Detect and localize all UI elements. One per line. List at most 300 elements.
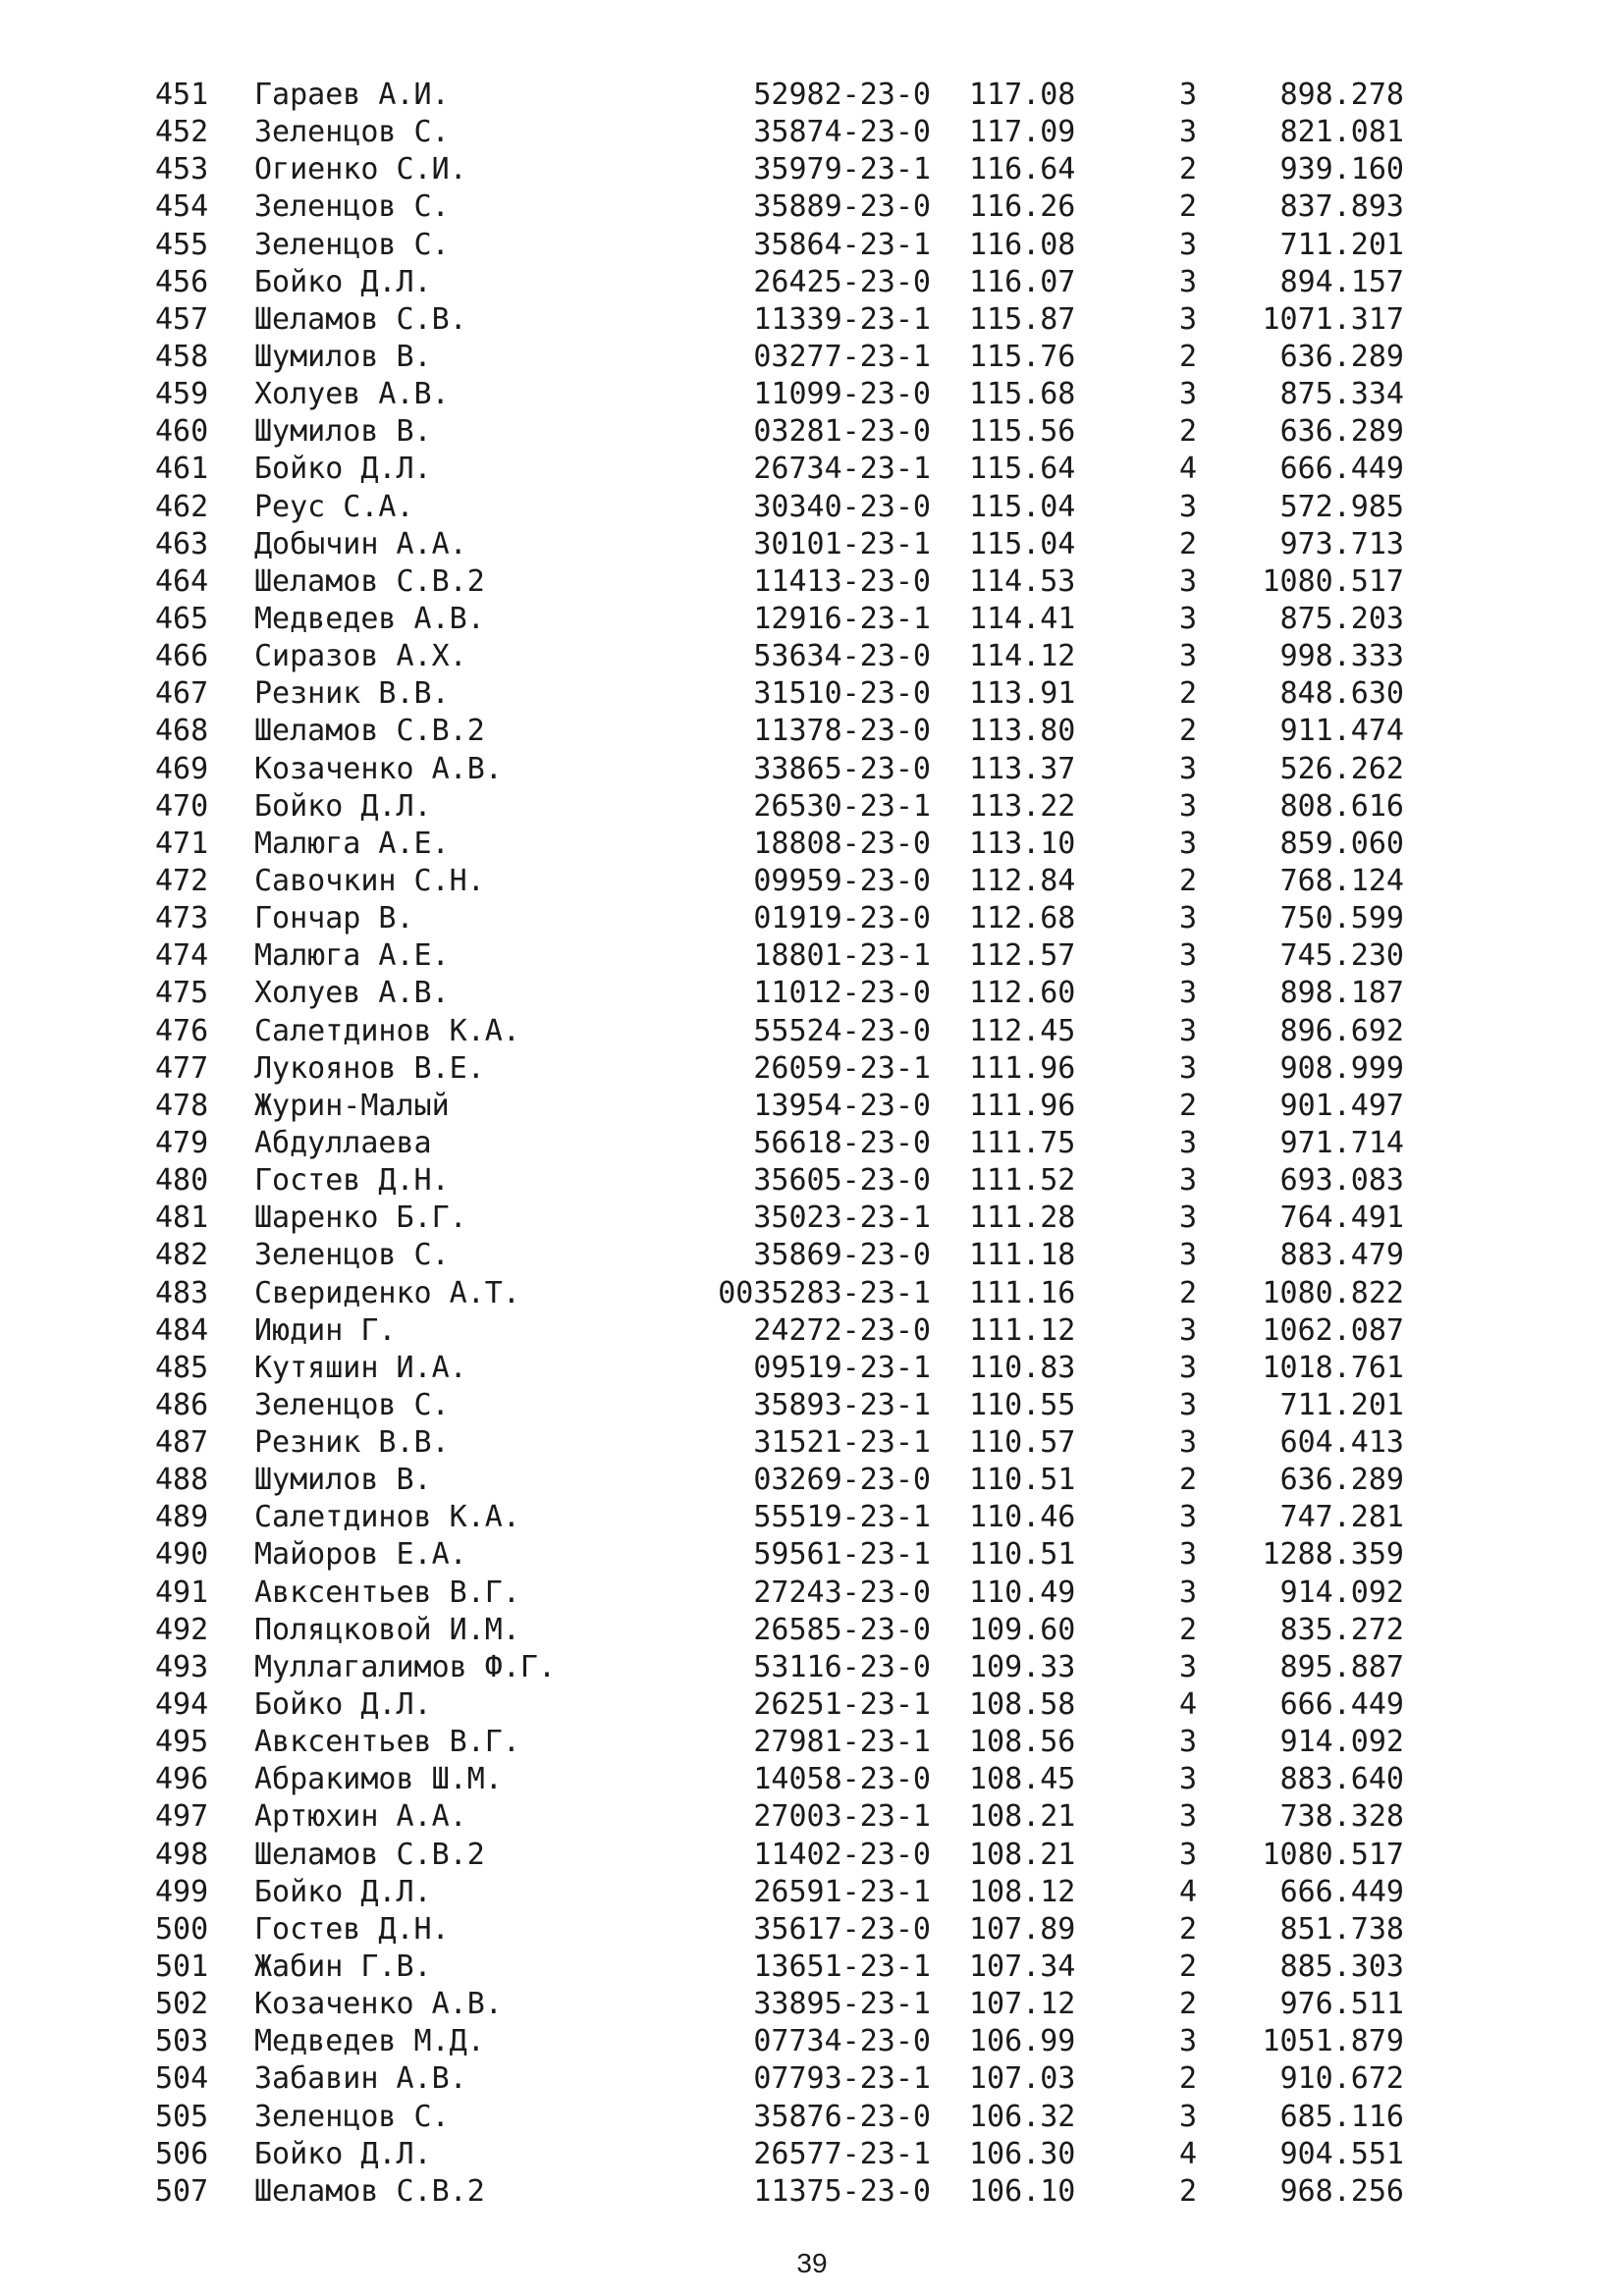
count-value: 3 [1178,976,1198,1011]
score-value: 971.714 [1279,1125,1404,1160]
table-row [0,2173,1624,2211]
count-value: 3 [1178,1125,1198,1160]
table-row [0,451,1624,488]
row-number: 490 [155,1537,209,1573]
participant-name: Артюхин А.А. [254,1799,467,1835]
participant-name: Савочкин С.Н. [254,863,485,898]
count-value: 3 [1178,563,1198,599]
result-value: 107.34 [969,1949,1076,1985]
table-row [0,1350,1624,1387]
table-row [0,1724,1624,1761]
row-number: 488 [155,1463,209,1498]
table-row [0,1312,1624,1350]
result-value: 111.96 [969,1050,1076,1086]
row-number: 460 [155,414,209,450]
result-value: 107.89 [969,1911,1076,1947]
participant-name: Гончар В. [254,901,414,936]
table-row [0,1612,1624,1649]
score-value: 848.630 [1279,676,1404,712]
count-value: 3 [1178,1050,1198,1086]
record-code: 03269-23-0 [753,1463,931,1498]
record-code: 55519-23-1 [753,1500,931,1535]
row-number: 504 [155,2061,209,2097]
count-value: 3 [1178,938,1198,974]
score-value: 851.738 [1279,1911,1404,1947]
row-number: 496 [155,1762,209,1797]
row-number: 481 [155,1201,209,1236]
result-value: 112.68 [969,901,1076,936]
score-value: 1080.517 [1262,1837,1404,1872]
result-value: 111.16 [969,1275,1076,1310]
participant-name: Огиенко С.И. [254,152,467,187]
record-code: 35605-23-0 [753,1163,931,1199]
row-number: 479 [155,1125,209,1160]
score-value: 904.551 [1279,2136,1404,2171]
table-row [0,114,1624,151]
count-value: 2 [1178,863,1198,898]
score-value: 898.187 [1279,976,1404,1011]
table-row [0,77,1624,114]
table-row [0,489,1624,526]
row-number: 491 [155,1575,209,1610]
table-row [0,339,1624,376]
participant-name: Зеленцов С. [254,189,450,225]
result-value: 108.56 [969,1725,1076,1760]
record-code: 18808-23-0 [753,826,931,861]
row-number: 451 [155,78,209,112]
count-value: 3 [1178,1649,1198,1684]
record-code: 31510-23-0 [753,676,931,712]
score-value: 738.328 [1279,1799,1404,1835]
row-number: 454 [155,189,209,225]
record-code: 33865-23-0 [753,751,931,786]
participant-name: Шумилов В. [254,339,432,374]
record-code: 35864-23-1 [753,227,931,262]
participant-name: Журин-Малый [254,1088,450,1123]
count-value: 3 [1178,78,1198,112]
participant-name: Гостев Д.Н. [254,1163,450,1199]
record-code: 18801-23-1 [753,938,931,974]
score-value: 1051.879 [1262,2024,1404,2059]
participant-name: Авксентьев В.Г. [254,1575,520,1610]
table-row [0,1162,1624,1200]
record-code: 55524-23-0 [753,1013,931,1048]
table-row [0,1949,1624,1986]
result-value: 111.12 [969,1312,1076,1348]
count-value: 3 [1178,264,1198,299]
record-code: 35874-23-0 [753,115,931,150]
count-value: 2 [1178,189,1198,225]
row-number: 489 [155,1500,209,1535]
score-value: 636.289 [1279,414,1404,450]
record-code: 53116-23-0 [753,1649,931,1684]
score-value: 747.281 [1279,1500,1404,1535]
record-code: 13954-23-0 [753,1088,931,1123]
score-value: 808.616 [1279,788,1404,824]
table-row [0,413,1624,451]
participant-name: Бойко Д.Л. [254,452,432,487]
count-value: 3 [1178,1013,1198,1048]
participant-name: Кутяшин И.А. [254,1350,467,1385]
row-number: 497 [155,1799,209,1835]
table-row [0,1462,1624,1499]
participant-name: Зеленцов С. [254,1238,450,1273]
table-row [0,751,1624,788]
score-value: 685.116 [1279,2099,1404,2134]
record-code: 11012-23-0 [753,976,931,1011]
score-value: 898.278 [1279,78,1404,112]
table-row [0,1761,1624,1798]
result-value: 115.76 [969,339,1076,374]
participant-name: Шеламов С.В.2 [254,2173,485,2209]
row-number: 478 [155,1088,209,1123]
score-value: 768.124 [1279,863,1404,898]
participant-name: Бойко Д.Л. [254,788,432,824]
score-value: 1062.087 [1262,1312,1404,1348]
result-value: 108.21 [969,1799,1076,1835]
participant-name: Зеленцов С. [254,115,450,150]
count-value: 2 [1178,1612,1198,1647]
score-value: 883.640 [1279,1762,1404,1797]
count-value: 3 [1178,1799,1198,1835]
table-row [0,151,1624,188]
result-value: 110.51 [969,1537,1076,1573]
row-number: 475 [155,976,209,1011]
table-row [0,2136,1624,2173]
result-value: 106.10 [969,2173,1076,2209]
result-value: 114.12 [969,639,1076,674]
record-code: 26591-23-1 [753,1874,931,1909]
count-value: 3 [1178,1163,1198,1199]
score-value: 911.474 [1279,714,1404,749]
table-row [0,1050,1624,1088]
table-row [0,713,1624,750]
row-number: 507 [155,2173,209,2209]
row-number: 484 [155,1312,209,1348]
score-value: 883.479 [1279,1238,1404,1273]
result-value: 112.84 [969,863,1076,898]
count-value: 3 [1178,1312,1198,1348]
table-row [0,1798,1624,1836]
participant-name: Медведев М.Д. [254,2024,485,2059]
score-value: 764.491 [1279,1201,1404,1236]
record-code: 35876-23-0 [753,2099,931,2134]
score-value: 572.985 [1279,489,1404,524]
row-number: 470 [155,788,209,824]
record-code: 01919-23-0 [753,901,931,936]
count-value: 3 [1178,2099,1198,2134]
participant-name: Бойко Д.Л. [254,1687,432,1723]
table-row [0,975,1624,1012]
count-value: 3 [1178,1201,1198,1236]
result-value: 115.56 [969,414,1076,450]
score-value: 837.893 [1279,189,1404,225]
participant-name: Шеламов С.В. [254,301,467,337]
record-code: 07793-23-1 [753,2061,931,2097]
record-code: 03277-23-1 [753,339,931,374]
record-code: 09959-23-0 [753,863,931,898]
count-value: 2 [1178,2061,1198,2097]
record-code: 11339-23-1 [753,301,931,337]
score-value: 666.449 [1279,1874,1404,1909]
participant-name: Шеламов С.В.2 [254,1837,485,1872]
result-value: 111.18 [969,1238,1076,1273]
result-value: 113.22 [969,788,1076,824]
table-row [0,376,1624,413]
results-table [0,77,1624,2211]
count-value: 2 [1178,526,1198,561]
row-number: 455 [155,227,209,262]
participant-name: Козаченко А.В. [254,1987,503,2022]
record-code: 35889-23-0 [753,189,931,225]
count-value: 2 [1178,1949,1198,1985]
result-value: 110.83 [969,1350,1076,1385]
count-value: 3 [1178,751,1198,786]
participant-name: Салетдинов К.А. [254,1013,520,1048]
score-value: 636.289 [1279,339,1404,374]
table-row [0,863,1624,900]
count-value: 3 [1178,115,1198,150]
participant-name: Реус С.А. [254,489,414,524]
row-number: 485 [155,1350,209,1385]
record-code: 11402-23-0 [753,1837,931,1872]
record-code: 03281-23-0 [753,414,931,450]
table-row [0,1649,1624,1686]
record-code: 35023-23-1 [753,1201,931,1236]
score-value: 1071.317 [1262,301,1404,337]
row-number: 483 [155,1275,209,1310]
count-value: 4 [1178,1874,1198,1909]
record-code: 0035283-23-1 [718,1275,931,1310]
row-number: 464 [155,563,209,599]
score-value: 914.092 [1279,1725,1404,1760]
count-value: 2 [1178,1275,1198,1310]
participant-name: Шеламов С.В.2 [254,714,485,749]
participant-name: Шаренко Б.Г. [254,1201,467,1236]
score-value: 896.692 [1279,1013,1404,1048]
record-code: 11099-23-0 [753,377,931,412]
count-value: 3 [1178,601,1198,636]
score-value: 666.449 [1279,1687,1404,1723]
score-value: 666.449 [1279,452,1404,487]
score-value: 821.081 [1279,115,1404,150]
row-number: 474 [155,938,209,974]
row-number: 466 [155,639,209,674]
result-value: 114.41 [969,601,1076,636]
row-number: 486 [155,1387,209,1422]
score-value: 968.256 [1279,2173,1404,2209]
result-value: 115.68 [969,377,1076,412]
row-number: 458 [155,339,209,374]
result-value: 115.87 [969,301,1076,337]
result-value: 107.12 [969,1987,1076,2022]
participant-name: Бойко Д.Л. [254,1874,432,1909]
result-value: 108.58 [969,1687,1076,1723]
count-value: 3 [1178,2024,1198,2059]
table-row [0,937,1624,975]
participant-name: Абдуллаева [254,1125,432,1160]
record-code: 31521-23-1 [753,1425,931,1461]
row-number: 471 [155,826,209,861]
table-row [0,1911,1624,1949]
record-code: 26530-23-1 [753,788,931,824]
participant-name: Малюга А.Е. [254,826,450,861]
result-value: 117.08 [969,78,1076,112]
table-row [0,601,1624,638]
score-value: 976.511 [1279,1987,1404,2022]
participant-name: Добычин А.А. [254,526,467,561]
record-code: 27981-23-1 [753,1725,931,1760]
score-value: 711.201 [1279,227,1404,262]
record-code: 26585-23-0 [753,1612,931,1647]
result-value: 109.33 [969,1649,1076,1684]
table-row [0,788,1624,826]
row-number: 453 [155,152,209,187]
record-code: 09519-23-1 [753,1350,931,1385]
result-value: 117.09 [969,115,1076,150]
result-value: 110.55 [969,1387,1076,1422]
row-number: 463 [155,526,209,561]
count-value: 4 [1178,452,1198,487]
result-value: 115.04 [969,526,1076,561]
row-number: 469 [155,751,209,786]
row-number: 492 [155,1612,209,1647]
table-row [0,301,1624,339]
record-code: 35979-23-1 [753,152,931,187]
count-value: 4 [1178,2136,1198,2171]
score-value: 636.289 [1279,1463,1404,1498]
record-code: 07734-23-0 [753,2024,931,2059]
participant-name: Резник В.В. [254,1425,450,1461]
score-value: 973.713 [1279,526,1404,561]
table-row [0,1387,1624,1424]
row-number: 502 [155,1987,209,2022]
table-row [0,2060,1624,2098]
result-value: 111.52 [969,1163,1076,1199]
row-number: 473 [155,901,209,936]
result-value: 110.49 [969,1575,1076,1610]
participant-name: Авксентьев В.Г. [254,1725,520,1760]
table-row [0,900,1624,937]
table-row [0,1088,1624,1125]
result-value: 110.57 [969,1425,1076,1461]
row-number: 461 [155,452,209,487]
table-row [0,1275,1624,1312]
participant-name: Поляцковой И.М. [254,1612,520,1647]
result-value: 112.60 [969,976,1076,1011]
table-row [0,826,1624,863]
table-row [0,264,1624,301]
result-value: 113.10 [969,826,1076,861]
score-value: 750.599 [1279,901,1404,936]
table-row [0,1986,1624,2023]
score-value: 875.334 [1279,377,1404,412]
record-code: 35869-23-0 [753,1238,931,1273]
participant-name: Шеламов С.В.2 [254,563,485,599]
participant-name: Козаченко А.В. [254,751,503,786]
score-value: 910.672 [1279,2061,1404,2097]
score-value: 693.083 [1279,1163,1404,1199]
record-code: 56618-23-0 [753,1125,931,1160]
table-row [0,1200,1624,1237]
count-value: 3 [1178,1425,1198,1461]
row-number: 503 [155,2024,209,2059]
page-number: 39 [796,2248,828,2278]
count-value: 2 [1178,1911,1198,1947]
count-value: 2 [1178,1088,1198,1123]
result-value: 114.53 [969,563,1076,599]
participant-name: Бойко Д.Л. [254,264,432,299]
row-number: 472 [155,863,209,898]
score-value: 859.060 [1279,826,1404,861]
record-code: 33895-23-1 [753,1987,931,2022]
record-code: 11375-23-0 [753,2173,931,2209]
row-number: 465 [155,601,209,636]
table-row [0,638,1624,675]
count-value: 3 [1178,901,1198,936]
result-value: 113.80 [969,714,1076,749]
score-value: 745.230 [1279,938,1404,974]
record-code: 11378-23-0 [753,714,931,749]
count-value: 3 [1178,301,1198,337]
count-value: 2 [1178,1987,1198,2022]
participant-name: Забавин А.В. [254,2061,467,2097]
participant-name: Шумилов В. [254,414,432,450]
row-number: 494 [155,1687,209,1723]
participant-name: Медведев А.В. [254,601,485,636]
count-value: 3 [1178,1575,1198,1610]
participant-name: Лукоянов В.Е. [254,1050,485,1086]
row-number: 457 [155,301,209,337]
record-code: 35617-23-0 [753,1911,931,1947]
score-value: 939.160 [1279,152,1404,187]
table-row [0,675,1624,713]
participant-name: Гараев А.И. [254,78,450,112]
table-row [0,1125,1624,1162]
score-value: 895.887 [1279,1649,1404,1684]
table-row [0,1237,1624,1274]
result-value: 113.91 [969,676,1076,712]
record-code: 13651-23-1 [753,1949,931,1985]
table-row [0,1013,1624,1050]
table-row [0,1837,1624,1874]
record-code: 11413-23-0 [753,563,931,599]
row-number: 500 [155,1911,209,1947]
score-value: 1080.822 [1262,1275,1404,1310]
record-code: 27003-23-1 [753,1799,931,1835]
participant-name: Июдин Г. [254,1312,397,1348]
result-value: 112.45 [969,1013,1076,1048]
score-value: 908.999 [1279,1050,1404,1086]
record-code: 27243-23-0 [753,1575,931,1610]
count-value: 2 [1178,414,1198,450]
record-code: 26059-23-1 [753,1050,931,1086]
result-value: 107.03 [969,2061,1076,2097]
record-code: 26734-23-1 [753,452,931,487]
row-number: 487 [155,1425,209,1461]
row-number: 495 [155,1725,209,1760]
row-number: 452 [155,115,209,150]
result-value: 116.64 [969,152,1076,187]
row-number: 462 [155,489,209,524]
participant-name: Майоров Е.А. [254,1537,467,1573]
count-value: 3 [1178,1762,1198,1797]
count-value: 3 [1178,788,1198,824]
score-value: 1288.359 [1262,1537,1404,1573]
row-number: 505 [155,2099,209,2134]
count-value: 3 [1178,1500,1198,1535]
participant-name: Абракимов Ш.М. [254,1762,503,1797]
